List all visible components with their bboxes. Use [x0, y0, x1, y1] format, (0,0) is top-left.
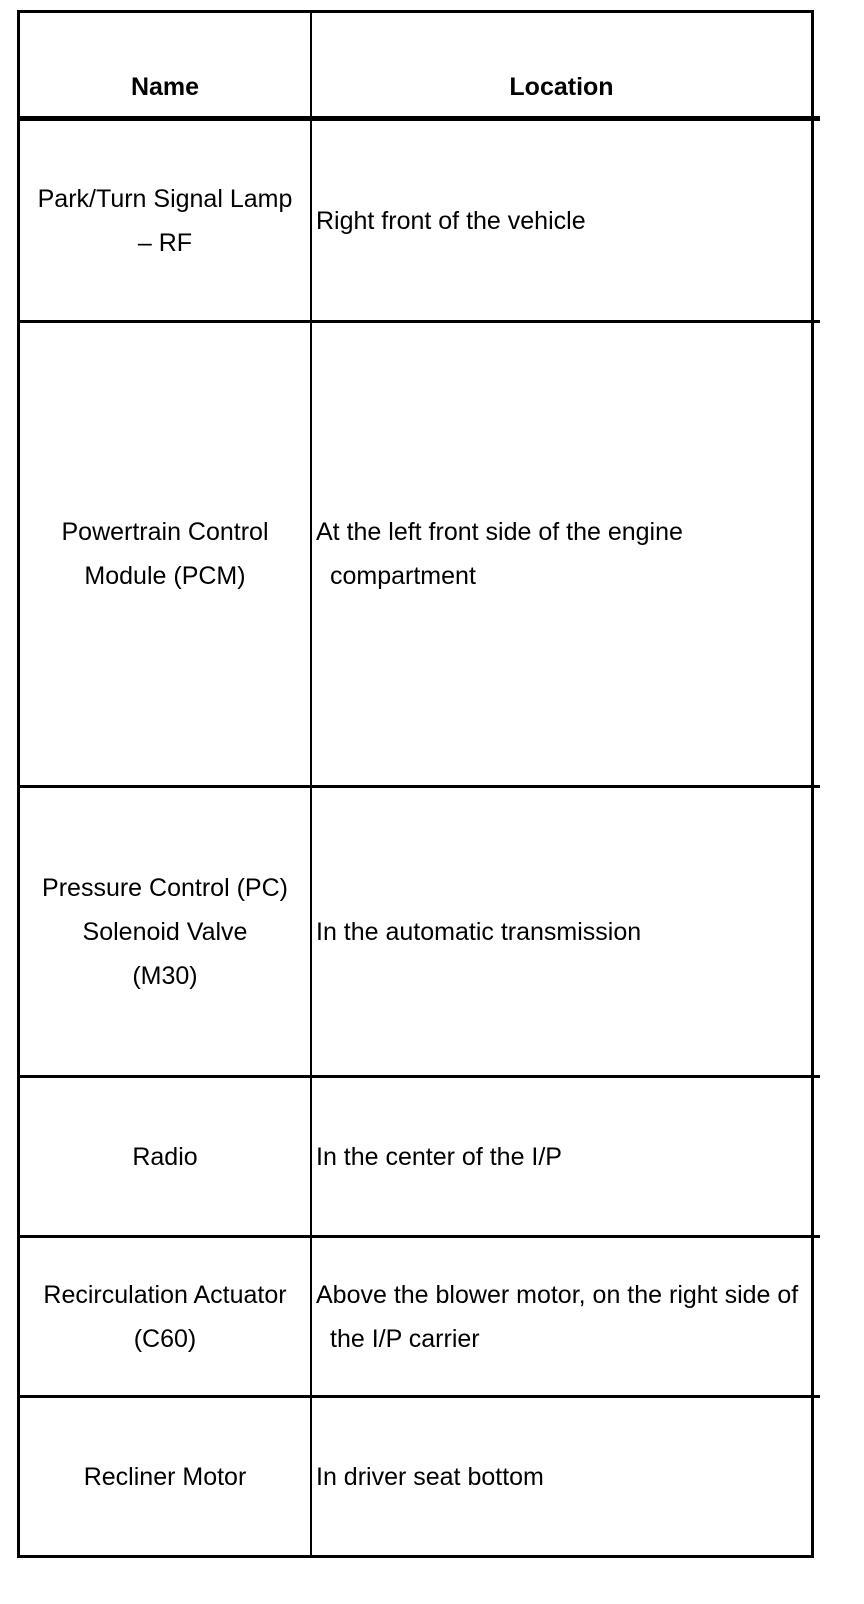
name-cell	[20, 1078, 310, 1235]
component-name: Recirculation Actuator (C60)	[43, 1280, 287, 1353]
column-divider	[310, 1398, 312, 1555]
table-row	[20, 121, 811, 320]
name-cell	[20, 788, 310, 1075]
component-name: Radio	[132, 1142, 198, 1171]
name-cell	[20, 323, 310, 785]
location-cell	[314, 1238, 811, 1395]
component-location: In the center of the I/P	[316, 1142, 562, 1171]
component-name: Recliner Motor	[83, 1462, 247, 1491]
table-row	[20, 1238, 811, 1395]
location-cell	[314, 121, 811, 320]
table-row	[20, 323, 811, 785]
location-cell	[314, 1078, 811, 1235]
table-header-row	[20, 13, 811, 116]
location-cell	[314, 788, 811, 1075]
component-name: Powertrain Control Module (PCM)	[61, 518, 269, 590]
location-cell	[314, 323, 811, 785]
component-name: Park/Turn Signal Lamp – RF	[37, 184, 293, 257]
column-divider	[310, 121, 312, 320]
table-row	[20, 788, 811, 1075]
column-divider	[310, 1078, 312, 1235]
component-name: Pressure Control (PC) Solenoid Valve (M30)	[42, 873, 288, 990]
name-cell	[20, 1238, 310, 1395]
table-row	[20, 1078, 811, 1235]
header-name-cell	[20, 13, 310, 116]
column-divider	[310, 788, 312, 1075]
name-cell	[20, 121, 310, 320]
component-location: Right front of the vehicle	[316, 206, 586, 235]
component-location: Above the blower motor, on the right side of the I/P carrier	[316, 1280, 799, 1353]
component-location: In the automatic transmission	[316, 917, 642, 946]
header-location: Location	[509, 73, 614, 101]
column-divider	[310, 323, 312, 785]
header-name: Name	[130, 73, 200, 101]
header-location-cell	[312, 13, 811, 116]
column-divider	[310, 1238, 312, 1395]
component-location: At the left front side of the engine compartment	[316, 518, 683, 590]
location-cell	[314, 1398, 811, 1555]
name-cell	[20, 1398, 310, 1555]
component-location: In driver seat bottom	[316, 1462, 544, 1491]
table-row	[20, 1398, 811, 1555]
component-location-table	[17, 10, 814, 1558]
